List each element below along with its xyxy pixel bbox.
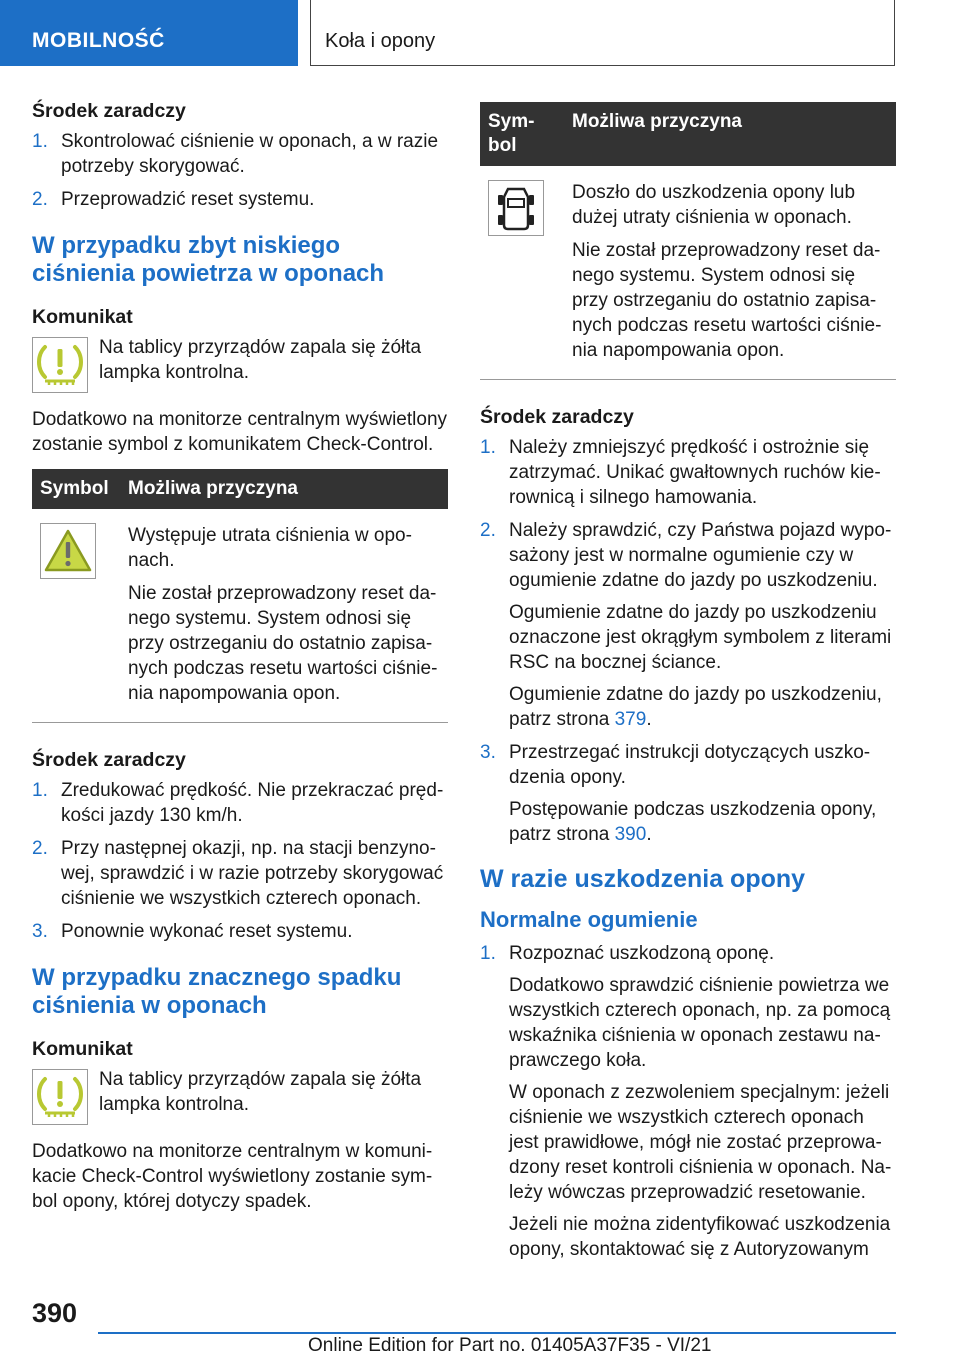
cause-text: Nie został przeprowadzony reset danego systemu. System odnosi się przy ostrzeganiu do ostatnio zapisanych podczas resetu wartości ciśnienia napompowania opon.: [572, 240, 882, 361]
step-text: Przeprowadzić reset systemu.: [61, 189, 315, 210]
page-number: 390: [32, 1298, 78, 1328]
list-item: [480, 518, 896, 732]
step-number: 2.: [32, 838, 48, 859]
cause-text: Nie został przeprowadzony reset danego systemu. System odnosi się przy ostrzeganiu do ostatnio zapisanych podczas resetu wartości ciśnienia napompowania opon.: [128, 583, 438, 704]
step-subtext: Dodatkowo sprawdzić ciśnienie powietrza we wszystkich czterech oponach, np. za pomocą wskaźnika ciśnienia w oponach zestawu naprawczego koła.: [509, 975, 891, 1071]
ref-prefix: Ogumienie zdatne do jazdy po uszkodzeniu, patrz strona: [509, 684, 882, 730]
list-item: [32, 836, 448, 911]
message-row: [32, 1067, 448, 1125]
symbol-table: [32, 469, 448, 723]
edition-label: Online Edition for Part no. 01405A37F35 - VI/21: [308, 1335, 712, 1356]
step-subtext: W oponach z zezwoleniem specjalnym: jeżeli ciśnienie we wszystkich czterech oponach jest prawidłowe, mógł nie zostać przeprowadzony reset kontroli ciśnienia w oponach. Należy wówczas przeprowadzić resetowanie.: [509, 1082, 892, 1203]
step-subtext: [509, 682, 896, 732]
message-text: Na tablicy przyrządów zapala się żółta lampka kontrolna.: [99, 1069, 422, 1115]
step-text: Rozpoznać uszkodzoną oponę.: [509, 943, 775, 964]
cause-text: Doszło do uszkodzenia opony lub dużej utraty ciśnienia w oponach.: [572, 182, 856, 228]
car-tires-icon: [488, 180, 544, 236]
list-item: [32, 919, 448, 944]
remedy-heading: Środek zaradczy: [32, 749, 186, 771]
warning-triangle-icon: [40, 523, 96, 579]
footer-divider: [98, 1332, 896, 1334]
list-item: [32, 187, 448, 212]
step-number: 3.: [480, 742, 496, 763]
step-number: 3.: [32, 921, 48, 942]
message-heading: Komunikat: [32, 306, 133, 328]
remedy-steps: [32, 129, 448, 212]
step-number: 2.: [32, 189, 48, 210]
step-text: Należy sprawdzić, czy Państwa pojazd wyposażony jest w normalne ogumienie czy w ogumienie zdatne do jazdy po uszkodzeniu.: [509, 520, 892, 591]
remedy-heading: Środek zaradczy: [480, 406, 634, 428]
page-link-390[interactable]: 390: [614, 824, 647, 845]
tire-pressure-warning-icon: [32, 337, 88, 393]
table-row: [480, 166, 896, 380]
step-subtext: Ogumienie zdatne do jazdy po uszkodzeniu oznaczone jest okrągłym symbolem z literami RSC na bocznej ściance.: [509, 602, 892, 673]
table-header-symbol: Symbol: [480, 102, 564, 166]
tire-pressure-warning-icon: [32, 1069, 88, 1125]
message-row: [32, 335, 448, 393]
damage-steps: [480, 941, 896, 1262]
step-text: Ponownie wykonać reset systemu.: [61, 921, 353, 942]
step-number: 1.: [32, 780, 48, 801]
section-title: Koła i opony: [310, 0, 895, 66]
list-item: [480, 941, 896, 1262]
step-subtext: Jeżeli nie można zidentyfikować uszkodzenia opony, skontaktować się z Autoryzowanym: [509, 1214, 891, 1260]
step-text: Zredukować prędkość. Nie przekraczać prędkości jazdy 130 km/h.: [61, 780, 444, 826]
table-header-symbol: Symbol: [32, 469, 120, 509]
message-text: Na tablicy przyrządów zapala się żółta lampka kontrolna.: [99, 337, 422, 383]
ref-prefix: Postępowanie podczas uszkodzenia opony, patrz strona: [509, 799, 877, 845]
page-link-379[interactable]: 379: [614, 709, 647, 730]
step-number: 1.: [32, 131, 48, 152]
list-item: [480, 740, 896, 847]
message-heading: Komunikat: [32, 1038, 133, 1060]
ref-suffix: .: [646, 709, 652, 730]
step-text: Należy zmniejszyć prędkość i ostrożnie się zatrzymać. Unikać gwałtownych ruchów kierownicą i silnego hamowania.: [509, 437, 881, 508]
right-column: [480, 102, 896, 1270]
list-item: [32, 129, 448, 179]
list-item: [480, 435, 896, 510]
paragraph: Dodatkowo na monitorze centralnym w komunikacie Check-Control wyświetlony zostanie symbol opony, której dotyczy spadek.: [32, 1141, 433, 1212]
remedy-heading: Środek zaradczy: [32, 100, 186, 122]
step-number: 2.: [480, 520, 496, 541]
section-heading-low-pressure: W przypadku zbyt niskiego ciśnienia powietrza w oponach: [32, 232, 385, 287]
subsection-heading: Normalne ogumienie: [480, 907, 698, 932]
cause-text: Występuje utrata ciśnienia w oponach.: [128, 525, 412, 571]
table-header-cause: Możliwa przyczyna: [564, 102, 896, 166]
chapter-tab[interactable]: MOBILNOŚĆ: [0, 0, 298, 66]
paragraph: Dodatkowo na monitorze centralnym wyświetlony zostanie symbol z komunikatem Check-Control.: [32, 409, 448, 455]
table-header-cause: Możliwa przyczyna: [120, 469, 448, 509]
step-subtext: [509, 797, 896, 847]
table-row: [32, 509, 448, 723]
step-text: Przy następnej okazji, np. na stacji benzynowej, sprawdzić i w razie potrzeby skorygować ciśnienie we wszystkich czterech oponach.: [61, 838, 444, 909]
left-column: [32, 100, 448, 1226]
section-heading-pressure-drop: W przypadku znacznego spadku ciśnienia w oponach: [32, 964, 402, 1019]
step-number: 1.: [480, 437, 496, 458]
step-text: Przestrzegać instrukcji dotyczących uszkodzenia opony.: [509, 742, 871, 788]
list-item: [32, 778, 448, 828]
ref-suffix: .: [646, 824, 652, 845]
step-text: Skontrolować ciśnienie w oponach, a w razie potrzeby skorygować.: [61, 131, 439, 177]
remedy-steps: [32, 778, 448, 944]
symbol-table: [480, 102, 896, 380]
remedy-steps: [480, 435, 896, 847]
page-header: [0, 0, 960, 66]
step-number: 1.: [480, 943, 496, 964]
section-heading-tire-damage: W razie uszkodzenia opony: [480, 865, 806, 893]
